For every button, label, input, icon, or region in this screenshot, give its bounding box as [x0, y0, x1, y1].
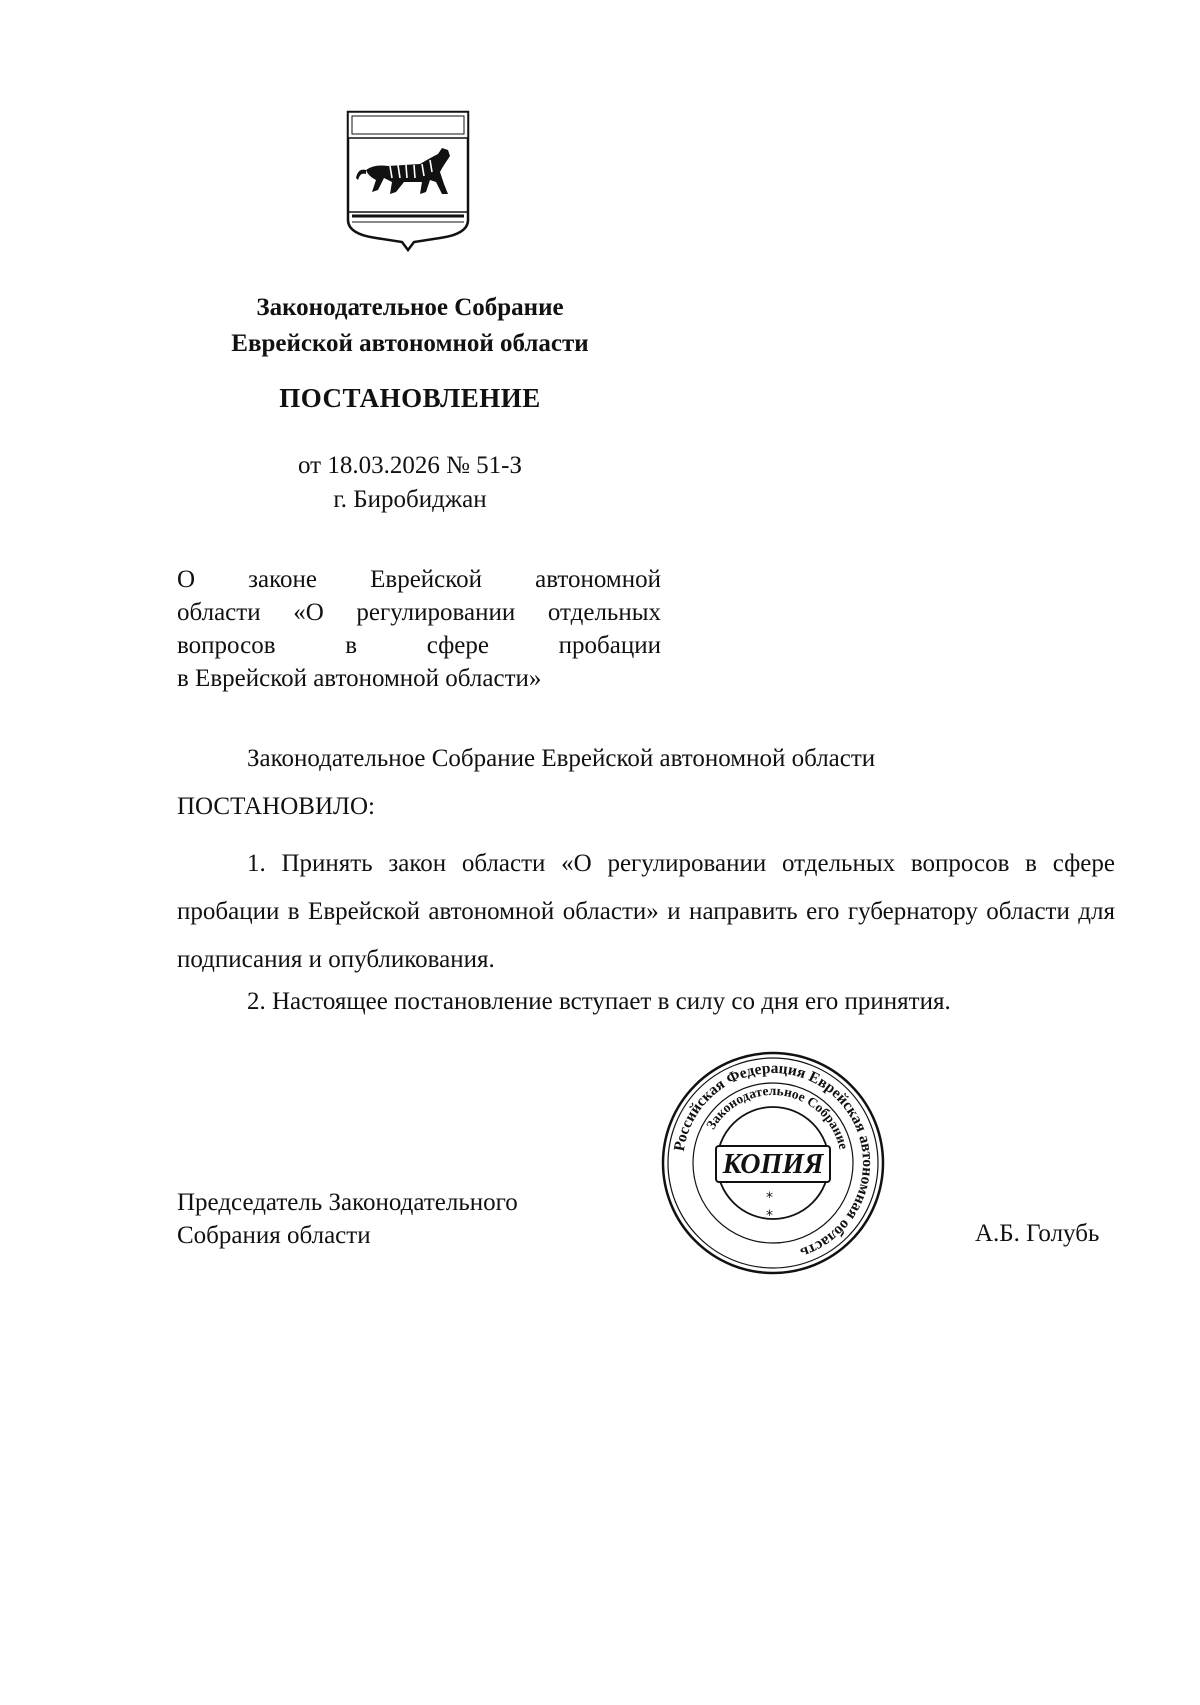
signatory-role	[177, 1186, 518, 1252]
signatory-role-line1: Председатель Законодательного	[177, 1189, 518, 1216]
resolved-heading: ПОСТАНОВИЛО:	[177, 793, 375, 820]
seal-label: КОПИЯ	[722, 1149, 824, 1180]
preamble: Законодательное Собрание Еврейской автономной области	[247, 745, 876, 772]
subject-line2: области «О регулировании отдельных	[177, 599, 661, 626]
subject-line4: в Еврейской автономной области»	[177, 665, 542, 692]
resolution-item-2: 2. Настоящее постановление вступает в силу со дня его принятия.	[247, 988, 951, 1015]
subject-line1: О законе Еврейской автономной	[177, 566, 661, 593]
seal-star-icon: *	[766, 1208, 773, 1224]
subject-line3: вопросов в сфере пробации	[177, 632, 661, 659]
document-type: ПОСТАНОВЛЕНИЕ	[279, 383, 541, 413]
seal-outer-text: Российская Федерация Еврейская автономная область	[670, 1059, 877, 1262]
signatory-name: А.Б. Голубь	[975, 1220, 1100, 1247]
document-meta	[160, 449, 660, 517]
coat-of-arms-tiger-icon	[344, 108, 472, 254]
signatory-role-line2: Собрания области	[177, 1222, 371, 1249]
document-subject	[177, 563, 661, 695]
organization-name-line1: Законодательное Собрание	[256, 294, 564, 321]
organization-name	[160, 290, 660, 362]
seal-inner-text: Законодательное Собрание	[703, 1082, 852, 1151]
date-number: от 18.03.2026 № 51-З	[297, 452, 523, 479]
organization-name-line2: Еврейской автономной области	[231, 330, 589, 357]
resolution-item-1: 1. Принять закон области «О регулировании отдельных вопросов в сфере пробации в Еврейской автономной области» и направить его губернатору области для подписания и опубликования.	[177, 850, 1115, 973]
official-seal-stamp	[660, 1050, 886, 1276]
city: г. Биробиджан	[333, 486, 487, 513]
seal-star-icon: *	[766, 1190, 773, 1206]
